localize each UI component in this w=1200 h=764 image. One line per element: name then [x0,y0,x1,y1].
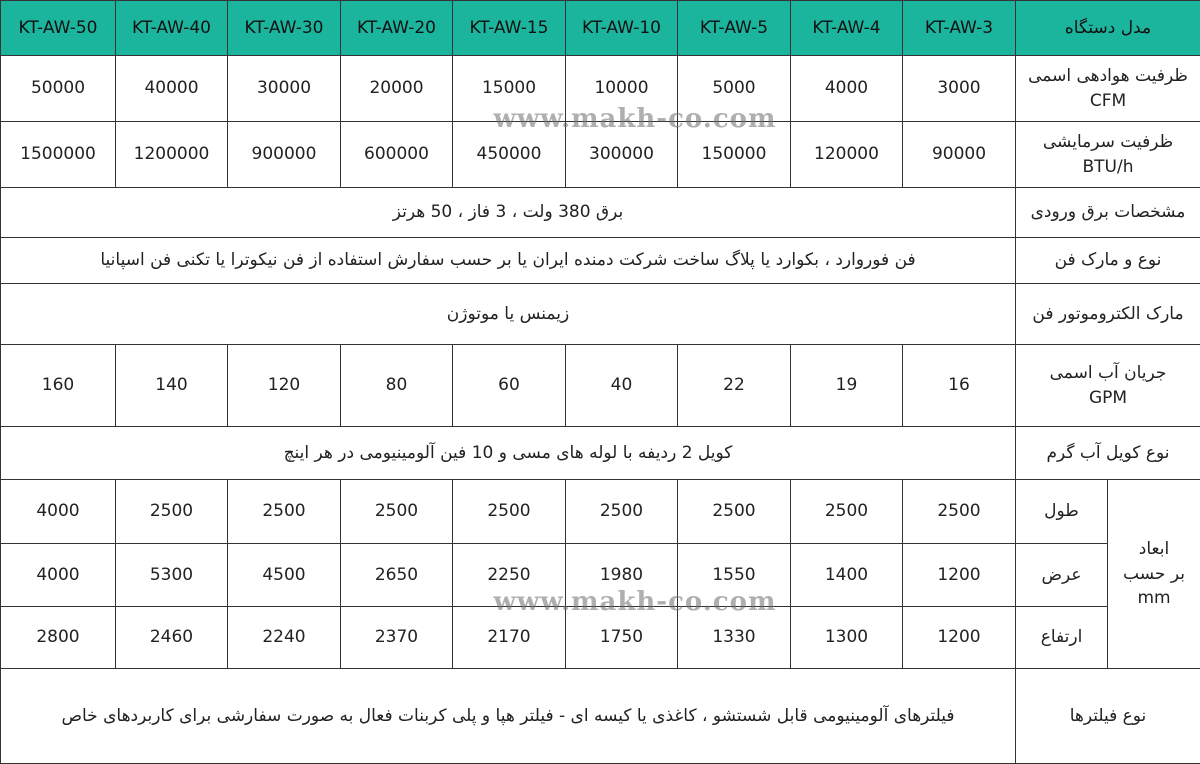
length-cell: 2500 [791,480,903,544]
width-cell: 2650 [341,544,453,607]
cooling-label [1016,122,1200,188]
filters-label: نوع فیلترها [1016,669,1200,764]
water-cell: 40 [566,345,678,427]
length-cell: 2500 [116,480,228,544]
fan-label: نوع و مارک فن [1016,238,1200,284]
airflow-cell: 30000 [228,56,341,122]
height-cell: 1330 [678,607,791,669]
coil-label: نوع کویل آب گرم [1016,427,1200,480]
airflow-cell: 3000 [903,56,1016,122]
power-row [1,188,1200,238]
width-cell: 1200 [903,544,1016,607]
motor-value: زیمنس یا موتوژن [1,284,1016,345]
water-cell: 22 [678,345,791,427]
cooling-cell: 90000 [903,122,1016,188]
model-cell: KT-AW-15 [453,1,566,56]
cooling-cell: 900000 [228,122,341,188]
power-label: مشخصات برق ورودی [1016,188,1200,238]
height-row [1,607,1200,669]
water-cell: 16 [903,345,1016,427]
width-cell: 4000 [1,544,116,607]
width-cell: 1550 [678,544,791,607]
height-cell: 2240 [228,607,341,669]
height-cell: 2370 [341,607,453,669]
model-cell: KT-AW-30 [228,1,341,56]
width-cell: 1400 [791,544,903,607]
airflow-unit: CFM [1022,89,1194,114]
height-cell: 1300 [791,607,903,669]
model-cell: KT-AW-3 [903,1,1016,56]
cooling-cell: 1200000 [116,122,228,188]
width-cell: 1980 [566,544,678,607]
length-cell: 2500 [228,480,341,544]
length-cell: 2500 [453,480,566,544]
width-label: عرض [1016,544,1108,607]
height-cell: 2800 [1,607,116,669]
power-value: برق 380 ولت ، 3 فاز ، 50 هرتز [1,188,1016,238]
fan-row [1,238,1200,284]
water-label [1016,345,1200,427]
model-cell: KT-AW-4 [791,1,903,56]
motor-label: مارک الکتروموتور فن [1016,284,1200,345]
cooling-cell: 600000 [341,122,453,188]
water-cell: 60 [453,345,566,427]
water-cell: 120 [228,345,341,427]
fan-value: فن فوروارد ، بکوارد یا پلاگ ساخت شرکت دمنده ایران یا بر حسب سفارش استفاده از فن نیکوترا یا تکنی فن اسپانیا [1,238,1016,284]
airflow-cell: 5000 [678,56,791,122]
length-label: طول [1016,480,1108,544]
dimensions-label [1108,480,1200,669]
model-cell: KT-AW-5 [678,1,791,56]
model-cell: KT-AW-50 [1,1,116,56]
airflow-row [1,56,1200,122]
height-cell: 2460 [116,607,228,669]
cooling-cell: 450000 [453,122,566,188]
water-cell: 140 [116,345,228,427]
length-cell: 2500 [341,480,453,544]
length-cell: 2500 [678,480,791,544]
width-cell: 4500 [228,544,341,607]
water-cell: 160 [1,345,116,427]
filters-row [1,669,1200,764]
width-row [1,544,1200,607]
length-cell: 2500 [903,480,1016,544]
airflow-cell: 10000 [566,56,678,122]
height-cell: 2170 [453,607,566,669]
cooling-row [1,122,1200,188]
model-cell: KT-AW-40 [116,1,228,56]
cooling-label-text: ظرفیت سرمایشی [1022,130,1194,155]
cooling-cell: 300000 [566,122,678,188]
airflow-label-text: ظرفیت هوادهی اسمی [1022,64,1194,89]
airflow-label [1016,56,1200,122]
airflow-cell: 20000 [341,56,453,122]
motor-row [1,284,1200,345]
model-cell: KT-AW-20 [341,1,453,56]
header-row [1,1,1200,56]
filters-value: فیلترهای آلومینیومی قابل شستشو ، کاغذی یا کیسه ای - فیلتر هپا و پلی کربنات فعال به صورت سفارشی برای کاربردهای خاص [1,669,1016,764]
model-label: مدل دستگاه [1016,1,1200,56]
watermark-text: www.makh-co.com [470,587,800,617]
coil-row [1,427,1200,480]
cooling-unit: BTU/h [1022,155,1194,180]
cooling-cell: 1500000 [1,122,116,188]
dimensions-label-line3: mm [1114,586,1194,611]
height-cell: 1750 [566,607,678,669]
coil-value: کویل 2 ردیفه با لوله های مسی و 10 فین آلومینیومی در هر اینچ [1,427,1016,480]
watermark-text: www.makh-co.com [470,104,800,134]
length-cell: 4000 [1,480,116,544]
width-cell: 2250 [453,544,566,607]
airflow-cell: 4000 [791,56,903,122]
water-unit: GPM [1022,386,1194,411]
water-cell: 19 [791,345,903,427]
height-cell: 1200 [903,607,1016,669]
cooling-cell: 120000 [791,122,903,188]
airflow-cell: 40000 [116,56,228,122]
airflow-cell: 50000 [1,56,116,122]
water-label-text: جریان آب اسمی [1022,361,1194,386]
water-cell: 80 [341,345,453,427]
cooling-cell: 150000 [678,122,791,188]
length-cell: 2500 [566,480,678,544]
height-label: ارتفاع [1016,607,1108,669]
width-cell: 5300 [116,544,228,607]
airflow-cell: 15000 [453,56,566,122]
model-cell: KT-AW-10 [566,1,678,56]
dimensions-label-line1: ابعاد [1114,537,1194,562]
water-row [1,345,1200,427]
length-row [1,480,1200,544]
dimensions-label-line2: بر حسب [1114,562,1194,587]
